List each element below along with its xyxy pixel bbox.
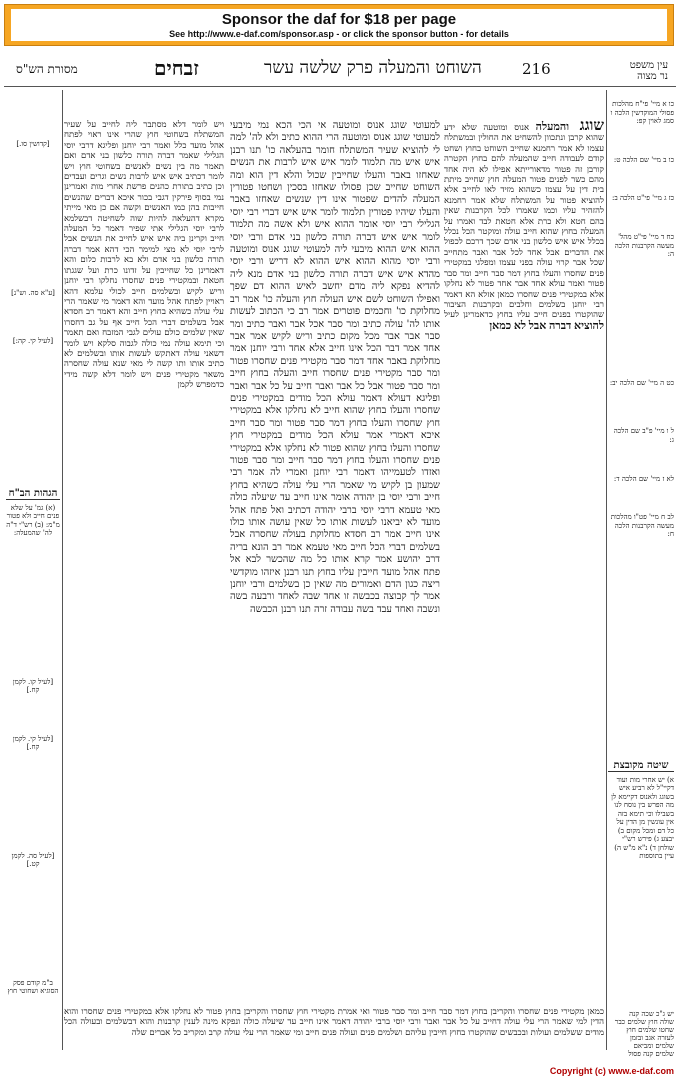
dibbur-hamatchil: כמאן: [489, 318, 512, 332]
header-right-label-1: עין משפט: [629, 60, 668, 71]
ein-mishpat-note: ל ו מיי' פ"ב שם הלכה ג:: [613, 427, 674, 444]
ein-mishpat-note: כו ב מיי' שם הלכה ט:: [613, 155, 674, 164]
ein-mishpat-note: כו א מיי' פי"ח מהלכות פסולי המוקדשין הלכה ו סמג לאוין קפ:: [610, 100, 674, 126]
header-right-label-2: נר מצוה: [637, 71, 668, 82]
dibbur-hamatchil: והמעלה: [535, 120, 570, 133]
divider-top: [4, 86, 676, 87]
haggahot-title: הגהות הב"ח: [6, 490, 60, 500]
chapter-title: השוחט והמעלה פרק שלשה עשר: [264, 58, 482, 78]
sponsor-subtitle: See http://www.e-daf.com/sponsor.asp - or click the sponsor button - for details: [169, 29, 509, 39]
mishnah-heading: שוגג: [579, 120, 604, 134]
talmud-page: [4, 50, 676, 1062]
ein-mishpat-note: כז ג מיי' פי"ט הלכה ב:: [612, 194, 674, 203]
tosafot-column: [64, 120, 224, 1055]
sponsor-title[interactable]: Sponsor the daf for $18 per page: [221, 11, 457, 28]
masoret-note: [לעיל קי. לקמן קח.]: [12, 734, 54, 751]
sponsor-banner[interactable]: [4, 4, 674, 46]
page-number: 216: [522, 60, 551, 78]
rashi-column: [444, 120, 604, 1060]
sponsor-banner-inner[interactable]: [11, 9, 667, 41]
rashi-continuation: [64, 1007, 604, 1049]
masoret-note: [ע"א סה. וש"נ]: [11, 288, 55, 297]
copyright-link[interactable]: Copyright (c) www.e-daf.com: [549, 1066, 674, 1076]
divider-left: [62, 90, 63, 1050]
bottom-text: כמאן מקטירי פנים שחסרו והקריבן בחוץ דמר סבר חייב ומר סבר פטור ואי אמרת מקטירי חוץ שחסרו והקריבן בחוץ פטור לא נחלקו אלא במקטירי פנים שחסרו והוא הדין למי שאמר הרי עלי עולה דחייב על כל אבר ואבר ורבי יוסי ברבי יהודה דאמר אינו חייב עד שיעלה כולה ונפקא מינה לענין קרבנות והוא דבשלמים ובעולה הכל מודים ששלמים ועולות ובכבשים שהוקטרו בחוץ חייבין עליהם ושלמים פנים ועולה פנים חייב ומי שאמר הרי עלי עולה קרב ומקריב כל אברים שלה: [64, 1007, 604, 1038]
gemara-text: למעוטי שוגג אנוס ומוטעה אי הכי הכא נמי מיבעי למעוטי שוגג אנוס ומוטעה הרי ההוא כתיב ולא לה' למה לי להוציא שעיר המשתלח חומר בהעלאה כו' תנו רבנן איש איש מה תלמוד לומר איש איש לרבות את הנשים שאחזו באבר והעלו שחייבין שכול והלא דין הוא ומה השוחט שחייב שכן פסולו שאחזו בסכין ושחטו פטורין המעלה להדים שפטור אינו דין שנשים שאחזו באבר והעלו שיהיו פטורין תלמוד לומר איש איש דברי רבי יוסי הגלילי רבי יוסי אומר ההוא איש ולא אשה מה תלמוד לומר איש איש דברה תורה כלשון בני אדם ורבי יוסי ההוא איש ההוא מיבעי ליה למעוטי שוגג אנוס ומוטעה ורבי יוסי מהוא ההוא איש ההוא לא דריש ורבי יוסי מהדא איש איש דברה תורה כלשון בני אדם מנא ליה להדיא נפקא ליה מדם יחשב לאיש ההוא דם שפך ואפילו השוחט לשם איש העולה חוץ והעלה כו' אמר רב מחלוקת כו' וחכמים פוטרים אמר רב כי הכתוב לעשות אותו לה' עולה כתיב ומר סבר אכל אבר ואבר כתיב ומר סבר אבר אבר מכל מקום כתיב וריש לקיש אמר אבר אחד אמר דבר הכל אינו חייב אלא אחד ורבי יוחנן אמר מחלוקת באבר אחד דמר סבר מקטירי פנים שחסרו פטור ומר סבר מקטירי פנים שחסרו חייב והעלה בחוץ חייב ומר סבר פטור אבל כל אבר ואבר חייב על כל אבר ואבר ופליגא דעולא דאמר עולא הכל מודים במקטירי פנים שחסרו והעלו בחוץ שהוא חייב לא נחלקו אלא במקטירי חוץ שחסרו והעלו בחוץ דמר סבר פטור ומר סבר חייב איכא דאמרי אמר עולא הכל מודים במקטירי חוץ שחסרו והעלו בחוץ שהוא פטור לא נחלקו אלא במקטירי פנים שחסרו והעלו בחוץ דמר סבר חייב ומר סבר פטור ואזדו לטעמייהו דאמר רבי יוחנן ואמרי לה אמר רבי שמעון בן לקיש מי שאמר הרי עלי עולה כשהיא בחוץ חייב ורבי יוסי בן יהודה אומר אינו חייב עד שיעלה כולה מאי טעמא דרבי יוסי ברבי יהודה דכתיב ואל פתח אהל מועד לא יביאנו לעשות אותו כל שאין עושה אותו כולו אינו חייב אמר רב חסדא מחלוקת בעולה שחסרה אבל בשלמים דברי הכל חייב מאי טעמא אמר רב הונא בריה דרב יהושע אמר קרא אותו כל מה שהכשר לבא אל פתח אהל מועד חייבין עליו בחוץ תנו רבנן איזהו מוקדשי ריצה כגון הדם ואמורים מה שאין כן בשלמים ורבי יוחנן אמר לך קבוצה בכבשה זו אחד שבה לאחד ורבעה בשה ונשבה ואחד עבד בשה עבודה זרה תנו רבנן הכבשה: [230, 120, 440, 615]
ein-mishpat-note: כט ה מיי' שם הלכה יב:: [609, 378, 674, 387]
ein-mishpat-note: לא ז מיי' שם הלכה ד:: [613, 474, 674, 483]
header-right-label: [630, 60, 668, 82]
masoret-note: [לעיל סה. לקמן קט.]: [11, 851, 55, 868]
dibbur-hamatchil: דברה: [548, 318, 572, 332]
tosafot-text: ויש לומר דלא מסתבר ליה לחייב על שעיר המשתלח בשחוטי חוץ שהרי אינו ראוי לפתח אהל מועד כלל ואמר רבי יוחנן ופליגא דרבי יוסי הגלילי שאמר דברה תורה כלשון בני אדם ואם תאמר מה בין נשים לאנשים בשחוטי חוץ ויש לומר דכתיב איש איש לרבות נשים וגרים ועבדים וכן כתיב בתורת כהנים פרשת אחרי מות ואמרינן נמי בסוף פירקין דגבי בכור איכא דברים שהנשים חייבות בהן כמו האנשים וקשה אם כן מאי מייתי מקרא דהעלאה להיות שוה לשחיטה דבשלמא לרבי יוסי הגלילי אתי שפיר דאמר כל המעלה חייב וקרינן ביה איש איש לחייב את הנשים אבל לרבי יוסי לא מצי למימר הכי דהא אמר דברה תורה כלשון בני אדם ולא בא לרבות כלום והא דאמרינן כל שחייבין על זדונו כרת ועל שגגתו חטאת ובמקטירי פנים שחסרו נחלקו רבי יוחנן וריש לקיש ובשלמים חייב לכולי עלמא דהא ראויין לפתח אהל מועד והא דאמר מי שאמר הרי עלי עולה כשהיא בחוץ חייב והא דאמר רב חסדא אבל בשלמים דברי הכל חייב אף על גב דחסרו שאין שלמים כולם עולים לגבי המזבח ואם תאמר וכי תימא עולה נמי כולה לגבוה סלקא ויש לומר דשאני עולה דאתקש לעשות אותו ובשלמים לא כתיב אותו ותו קשה לי מאי שנא עולה שחסרה משאר מקטירי פנים ויש לומר דלא קשה מידי כדמפרש לקמן: [64, 120, 224, 391]
dibbur-hamatchil: אבל: [528, 318, 547, 332]
tractate-title: זבחים: [154, 56, 199, 80]
haggahot-habach-box: [6, 490, 60, 996]
ein-mishpat-note: כח ד מיי' פי"ט מהל' מעשה הקרבנות הלכה ה:: [614, 232, 674, 259]
shita-mekubetzet-box: [608, 762, 674, 861]
dibbur-hamatchil: להוציא: [574, 318, 604, 332]
header-left-label: מסורת הש"ס: [16, 62, 78, 76]
footer-margin-note: יש ג"כ שכה קנה שולה חוץ שלמים כבר שחטו שלמים חוץ לעזרה אגב ובזמן שלמים ומביאם שלמים קנה פסול: [614, 1010, 674, 1058]
masoret-note: [לעיל קי. קה:]: [12, 337, 54, 346]
margin-bottom-note: ב"מ קודם פסק הסוגיא ושחוטי חוץ: [7, 978, 59, 995]
masoret-note: [קדושין סו.]: [16, 140, 50, 148]
gemara-column: [230, 120, 440, 1010]
shita-text: א) יש אחרי מות ועוד דקיי"ל לא רביע איש בשוגג ולאנוס דקיימא לן מה הפרש בין נוסח לנו בשבילו וכי תימא בזה אין עונשין מן הדין על כל דם ומכל מקום ב) יבצע ג) פירש רש"י שולחן ד) נ"א מ"ש ה) עיין בתוספות: [611, 775, 674, 860]
shita-title: שיטה מקובצת: [608, 762, 674, 772]
haggahot-text: (א) גמ' על שלא פנים חייב ולא פטור מ"מ: (ב) רש"י ד"ה לה' שהמעלה:: [6, 503, 60, 537]
ein-mishpat-note: לב ח מיי' פט"ו מהלכות מעשה הקרבנות הלכה ח:: [610, 513, 674, 539]
masoret-note: [לעיל קו. לקמן קח.]: [12, 677, 54, 694]
page-header: [4, 56, 676, 84]
rashi-text: אנוס ומוטעה שלא ידע שהוא קרבן ונתכוון להשחיט את החולין ובמשתלח עצמו לא אמר רחמנא שחייב השוחט בחוץ ושחט קודם לעבודה חייב שהמעלה להם בחוץ הקטרה קורבן זה פטור מדאורייתא אפילו לא היה אחד מהם כשר לפנים פטור המעלה חוץ שחייב מיתת בית דין על עצמו כשהוא מזיד לאו לחייב אלא להוציא פטור על המשתלח שלא אמר רחמנא להזהיר עליו וכמו שאמרו לכל הקרבנות שאין בהם חטא ולא כרת אלא חטאת לבד ואמרו על המעלה בחוץ שהוא חייב עולה ומוקטר הכל נכלל בכלל איש איש כלשון בני אדם שכך דרכם לכפול את הדברים אבל אחד לכל אבר ואבר מתחייב שכל אבר קרוי עולה בפני עצמו ומפלגי במקטירי פנים שחסרו והעלו בחוץ דמר סבר חייב ומר סבר פטור ואמר עולא אחד אבר אחד פטור לא נחלקו אלא במקטירי פנים שחסרו כמאן אזלא הא דאמר רבי יוחנן בשלמים וחלבים ובקרבנות הציבור שהוקטרו בפנים חייב עליו בחוץ כדאמרינן לעיל: [444, 123, 604, 321]
dibbur-hamatchil: לא: [513, 318, 527, 332]
margin-ein-mishpat: [608, 90, 674, 1050]
divider-right: [606, 90, 607, 1050]
